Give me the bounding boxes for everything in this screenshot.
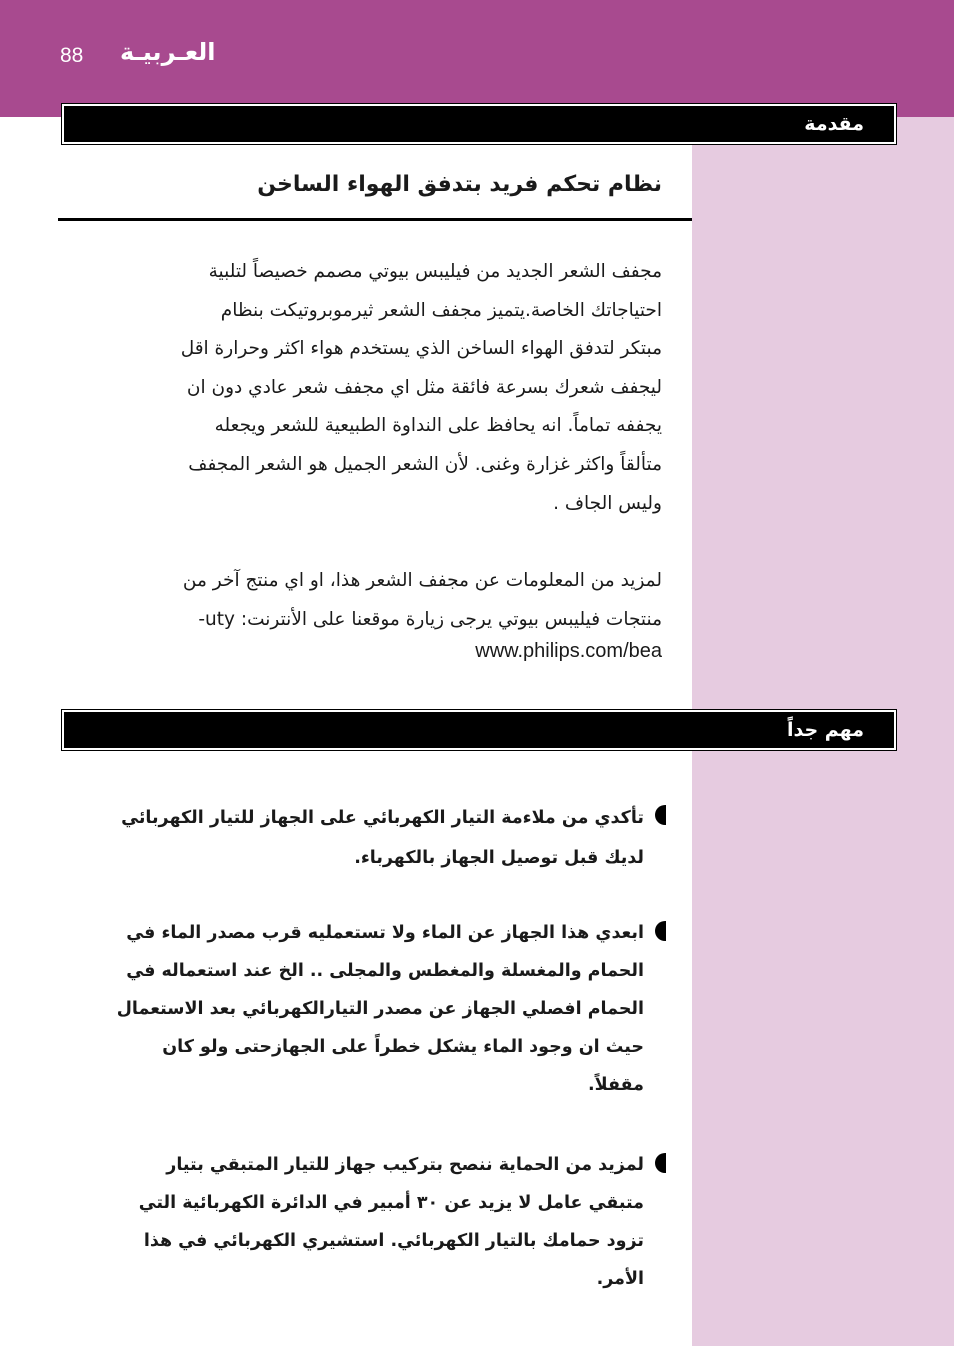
warning-bullet (66, 1146, 666, 1298)
section-subtitle: نظام تحكم فريد بتدفق الهواء الساخن (257, 172, 662, 197)
paragraph-line: مجفف الشعر الجديد من فيليبس بيوتي مصمم خصيصاً لتلبية (208, 261, 662, 282)
bullet-text (66, 1146, 644, 1298)
more-info-paragraph (90, 562, 662, 639)
bullet-line: متبقي عامل لا يزيد عن ٣٠ أمبير في الدائرة الكهربائية التي (138, 1193, 644, 1213)
paragraph-line: متألقاً واكثر غزارة وغنى. لأن الشعر الجميل هو الشعر المجفف (188, 453, 662, 475)
bullet-line: مقفلاً. (588, 1075, 644, 1095)
bullet-marker-icon (655, 921, 666, 941)
bullet-line: الحمام افصلي الجهاز عن مصدر التيارالكهربائي بعد الاستعمال (116, 999, 644, 1019)
bullet-line: لمزيد من الحماية ننصح بتركيب جهاز للتيار المتبقي بتيار (166, 1155, 644, 1175)
subtitle-rule (58, 218, 692, 221)
bullet-text (66, 914, 644, 1104)
paragraph-line: ليجفف شعرك بسرعة فائقة مثل اي مجفف شعر عادي دون ان (186, 376, 662, 398)
bullet-line: الأمر. (596, 1269, 644, 1289)
section-heading-important: مهم جداً (62, 710, 896, 750)
section-heading-intro: مقدمة (62, 104, 896, 144)
intro-paragraph (90, 253, 662, 523)
paragraph-line: مبتكر لتدفق الهواء الساخن الذي يستخدم هواء اكثر وحرارة اقل (180, 338, 662, 360)
paragraph-line: احتياجاتك الخاصة.يتميز مجفف الشعر ثيرموبروتيكت بنظام (220, 299, 662, 321)
paragraph-line: لمزيد من المعلومات عن مجفف الشعر هذا، او اي منتج آخر من (182, 570, 662, 591)
bullet-line: تأكدي من ملاءمة التيار الكهربائي على الجهاز للتيار الكهربائي (121, 808, 644, 828)
bullet-line: حيث ان وجود الماء يشكل خطراً على الجهازحتى ولو كان (162, 1037, 644, 1057)
paragraph-line: وليس الجاف . (553, 492, 662, 514)
website-url: www.philips.com/bea (475, 640, 662, 662)
bullet-line: لديك قبل توصيل الجهاز بالكهرباء. (354, 848, 644, 868)
warning-bullet (66, 798, 666, 878)
page-number: 88 (60, 44, 84, 67)
language-title: العـربيـة (120, 38, 216, 66)
bullet-line: ابعدي هذا الجهاز عن الماء ولا تستعمليه قرب مصدر الماء في (126, 923, 644, 943)
bullet-line: تزود حمامك بالتيار الكهربائي. استشيري الكهربائي في هذا (143, 1231, 644, 1251)
bullet-text (66, 798, 644, 878)
bullet-line: الحمام والمغسلة والمغطس والمجلى .. الخ عند استعماله في (126, 961, 644, 981)
bullet-marker-icon (655, 805, 666, 825)
paragraph-line: منتجات فيليبس بيوتي يرجى زيارة موقعنا على الأنترنت: uty- (198, 608, 662, 630)
paragraph-line: يجففه تماماً. انه يحافظ على النداوة الطبيعية للشعر ويجعله (214, 415, 662, 437)
bullet-marker-icon (655, 1153, 666, 1173)
warning-bullet (66, 914, 666, 1104)
